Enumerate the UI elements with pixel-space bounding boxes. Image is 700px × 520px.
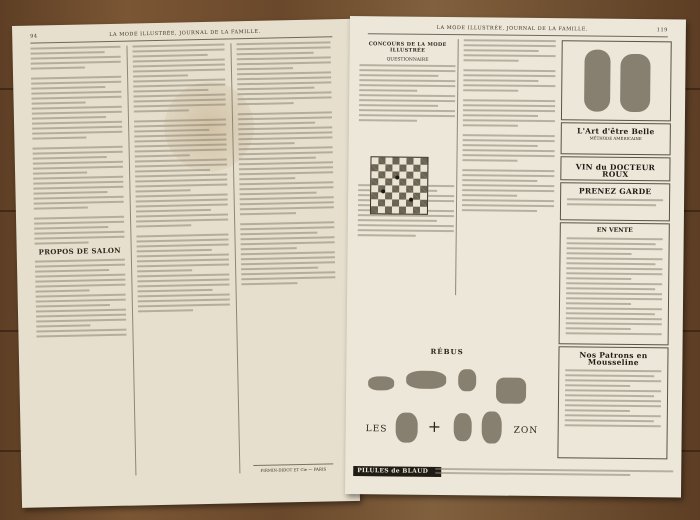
banner-fine-print	[435, 467, 673, 479]
prenez-garde-title: PRENEZ GARDE	[578, 186, 652, 197]
rebus-word-left: LES	[365, 424, 388, 435]
rebus-flag-sketch	[458, 369, 476, 391]
art-detre-belle-title: L'Art d'être Belle	[576, 126, 655, 137]
patrons-mousseline-ad	[557, 346, 668, 459]
illustration-ad	[561, 40, 672, 121]
left-page-imprint: FIRMIN-DIDOT ET Cie — PARIS	[253, 463, 333, 473]
column-divider	[455, 39, 459, 295]
right-newspaper-page	[345, 16, 686, 497]
rebus-birds-sketch	[406, 371, 446, 389]
contest-title: CONCOURS DE LA MODE ILLUSTRÉE	[368, 41, 447, 54]
right-page-masthead: LA MODE ILLUSTRÉE, JOURNAL DE LA FAMILLE.	[436, 24, 589, 33]
patrons-mousseline-title: Nos Patrons en Mousseline	[579, 350, 648, 368]
chess-piece	[409, 198, 413, 202]
right-page-number: 119	[656, 27, 668, 34]
rebus-puzzle	[357, 346, 554, 466]
chess-problem-board	[370, 156, 429, 215]
rebus-soldier-sketch	[482, 411, 502, 443]
rebus-shield-sketch	[496, 378, 526, 404]
left-page-masthead: LA MODE ILLUSTRÉE, JOURNAL DE LA FAMILLE.	[109, 28, 261, 38]
art-detre-belle-ad	[561, 122, 671, 155]
right-page-header	[368, 24, 668, 33]
art-detre-belle-subtitle: MÉTHODE AMÉRICAINE	[589, 135, 642, 142]
vin-docteur-roux-title: VIN du DOCTEUR ROUX	[575, 162, 656, 179]
ad-lady-figure	[584, 49, 611, 111]
left-text-column-2	[132, 44, 233, 480]
prenez-garde-ad	[560, 182, 670, 221]
chess-piece	[381, 189, 385, 193]
rebus-tool-sketch	[454, 413, 472, 441]
left-newspaper-page	[12, 19, 360, 508]
header-rule	[368, 33, 668, 37]
left-page-number: 94	[30, 33, 38, 40]
en-vente-listing	[559, 222, 670, 345]
chess-piece	[395, 175, 399, 179]
pilules-blaud-banner: PILULES de BLAUD	[353, 466, 441, 477]
en-vente-title: EN VENTE	[596, 226, 633, 234]
advertisement-column	[557, 40, 673, 457]
propos-de-salon-heading: PROPOS DE SALON	[38, 245, 121, 257]
left-text-column-1	[30, 46, 129, 482]
ad-lady-figure	[620, 54, 651, 112]
rebus-plus-sign: +	[427, 416, 442, 436]
contest-subtitle: QUESTIONNAIRE	[386, 57, 429, 63]
rebus-figures-sketch	[396, 413, 418, 443]
vin-docteur-roux-ad	[560, 156, 670, 181]
rebus-animal-sketch	[368, 376, 394, 390]
rebus-word-right: ZON	[513, 425, 539, 436]
left-text-column-3	[236, 41, 339, 477]
rebus-title: RÉBUS	[430, 346, 464, 357]
puzzle-answers-column	[461, 39, 556, 296]
